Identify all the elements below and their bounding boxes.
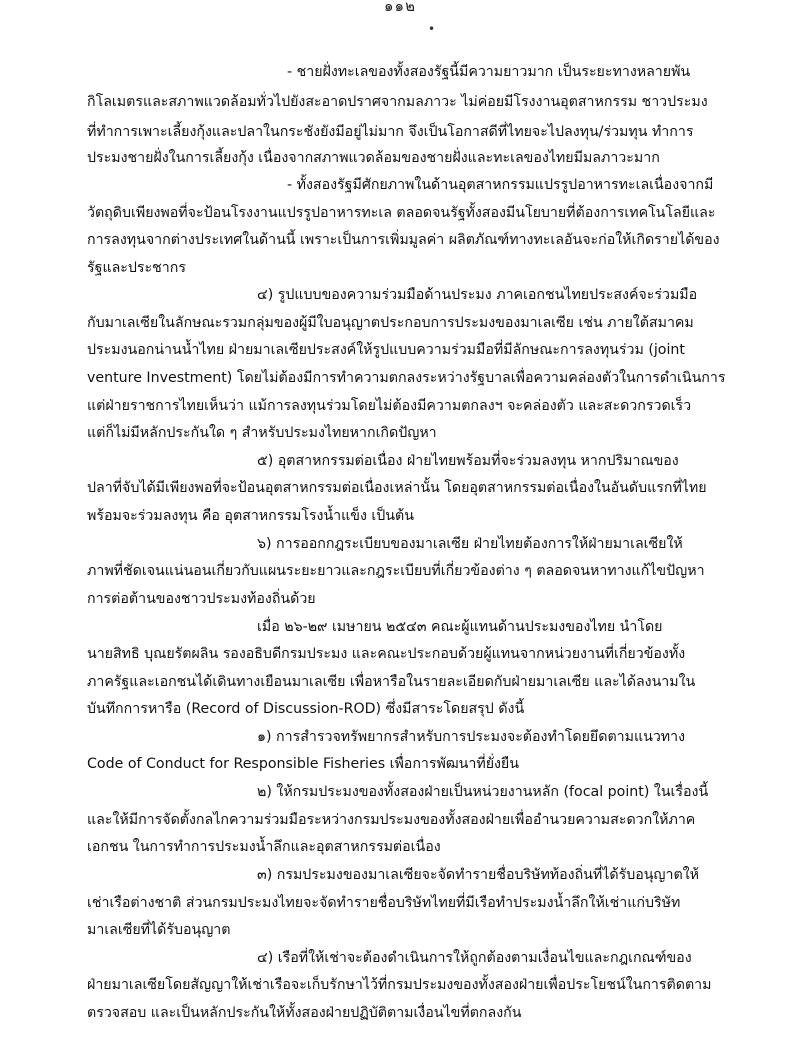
text-line: มาเลเซียที่ได้รับอนุญาต xyxy=(87,922,231,938)
text-line: บันทึกการหารือ (Record of Discussion-ROD) ซึ่งมีสาระโดยสรุป ดังนี้ xyxy=(87,701,525,717)
text-line: เอกชน ในการทำการประมงน้ำลึกและอุตสาหกรรมต่อเนื่อง xyxy=(87,839,441,855)
text-line: แต่ฝ่ายราชการไทยเห็นว่า แม้การลงทุนร่วมโดยไม่ต้องมีความตกลงฯ จะคล่องตัว และสะดวกรวดเร็ว xyxy=(87,398,692,414)
dot-mark: • xyxy=(428,22,436,36)
text-line: เมื่อ ๒๖-๒๙ เมษายน ๒๕๔๓ คณะผู้แทนด้านประมงของไทย นำโดย xyxy=(257,619,663,635)
text-line: แต่ก็ไม่มีหลักประกันใด ๆ สำหรับประมงไทยหากเกิดปัญหา xyxy=(87,425,437,441)
text-line: ๓) กรมประมงของมาเลเซียจะจัดทำรายชื่อบริษัทท้องถิ่นที่ได้รับอนุญาตให้ xyxy=(257,867,699,883)
text-line: กับมาเลเซียในลักษณะรวมกลุ่มของผู้มีใบอนุญาตประกอบการประมงของมาเลเซีย เช่น ภายใต้สมาคม xyxy=(87,315,694,331)
text-line: ประมงนอกน่านน้ำไทย ฝ่ายมาเลเซียประสงค์ให้รูปแบบความร่วมมือที่มีลักษณะการลงทุนร่วม (joint xyxy=(87,342,685,358)
text-line: กิโลเมตรและสภาพแวดล้อมทั่วไปยังสะอาดปราศจากมลภาวะ ไม่ค่อยมีโรงงานอุตสาหกรรม ชาวประมง xyxy=(87,94,708,110)
text-line: การลงทุนจากต่างประเทศในด้านนี้ เพราะเป็นการเพิ่มมูลค่า ผลิตภัณฑ์ทางทะเลอันจะก่อให้เกิดรายได้ของ xyxy=(87,232,720,248)
text-line: Code of Conduct for Responsible Fisheries เพื่อการพัฒนาที่ยั่งยืน xyxy=(87,756,519,772)
text-line: รัฐและประชากร xyxy=(87,260,186,276)
text-line: ภาพที่ชัดเจนแน่นอนเกี่ยวกับแผนระยะยาวและกฎระเบียบที่เกี่ยวข้องต่าง ๆ ตลอดจนหาทางแก้ไขปัญหา xyxy=(87,563,705,579)
text-line: ประมงชายฝั่งในการเลี้ยงกุ้ง เนื่องจากสภาพแวดล้อมของชายฝั่งและทะเลของไทยมีมลภาวะมาก xyxy=(87,150,660,166)
text-line: และให้มีการจัดตั้งกลไกความร่วมมือระหว่างกรมประมงของทั้งสองฝ่ายเพื่ออำนวยความสะดวกให้ภาค xyxy=(87,812,696,828)
text-line: venture Investment) โดยไม่ต้องมีการทำความตกลงระหว่างรัฐบาลเพื่อความคล่องตัวในการดำเนินการ xyxy=(87,370,726,386)
text-line: พร้อมจะร่วมลงทุน คือ อุตสาหกรรมโรงน้ำแข็ง เป็นต้น xyxy=(87,508,414,524)
text-line: - ชายฝั่งทะเลของทั้งสองรัฐนี้มีความยาวมาก เป็นระยะทางหลายพัน xyxy=(287,64,691,80)
text-line: ปลาที่จับได้มีเพียงพอที่จะป้อนอุตสาหกรรมต่อเนื่องเหล่านั้น โดยอุตสาหกรรมต่อเนื่องในอันดับแรกที่ไทย xyxy=(87,480,707,496)
text-line: ที่ทำการเพาะเลี้ยงกุ้งและปลาในกระชังยังมีอยู่ไม่มาก จึงเป็นโอกาสดีที่ไทยจะไปลงทุน/ร่วมทุน ทำการ xyxy=(87,124,694,140)
text-line: วัตถุดิบเพียงพอที่จะป้อนโรงงานแปรรูปอาหารทะเล ตลอดจนรัฐทั้งสองมีนโยบายที่ต้องการเทคโนโลยีและ xyxy=(87,205,716,221)
text-line: ๔) รูปแบบของความร่วมมือด้านประมง ภาคเอกชนไทยประสงค์จะร่วมมือ xyxy=(257,287,698,303)
text-line: ๑) การสำรวจทรัพยากรสำหรับการประมงจะต้องทำโดยยึดตามแนวทาง xyxy=(257,729,686,745)
text-line: ๖) การออกกฎระเบียบของมาเลเซีย ฝ่ายไทยต้องการให้ฝ่ายมาเลเซียให้ xyxy=(257,536,683,552)
text-line: ๔) เรือที่ให้เช่าจะต้องดำเนินการให้ถูกต้องตามเงื่อนไขและกฎเกณฑ์ของ xyxy=(257,950,692,966)
text-line: ๕) อุตสาหกรรมต่อเนื่อง ฝ่ายไทยพร้อมที่จะร่วมลงทุน หากปริมาณของ xyxy=(257,453,679,469)
text-line: ฝ่ายมาเลเซียโดยสัญญาให้เช่าเรือจะเก็บรักษาไว้ที่กรมประมงของทั้งสองฝ่ายเพื่อประโยชน์ในการติดตาม xyxy=(87,977,712,993)
page-number: ๑๑๒ xyxy=(384,0,416,15)
text-line: ภาครัฐและเอกชนได้เดินทางเยือนมาเลเซีย เพื่อหารือในรายละเอียดกับฝ่ายมาเลเซีย และได้ลงนามใน xyxy=(87,674,696,690)
text-line: ตรวจสอบ และเป็นหลักประกันให้ทั้งสองฝ่ายปฏิบัติตามเงื่อนไขที่ตกลงกัน xyxy=(87,1005,522,1021)
text-line: เช่าเรือต่างชาติ ส่วนกรมประมงไทยจะจัดทำรายชื่อบริษัทไทยที่มีเรือทำประมงน้ำลึกให้เช่าแก่บริษัท xyxy=(87,895,681,911)
text-line: การต่อต้านของชาวประมงท้องถิ่นด้วย xyxy=(87,591,316,607)
text-line: - ทั้งสองรัฐมีศักยภาพในด้านอุตสาหกรรมแปรรูปอาหารทะเลเนื่องจากมี xyxy=(287,177,714,193)
text-line: นายสิทธิ บุณยรัตผลิน รองอธิบดีกรมประมง และคณะประกอบด้วยผู้แทนจากหน่วยงานที่เกี่ยวข้องทั้ง xyxy=(87,646,686,662)
text-line: ๒) ให้กรมประมงของทั้งสองฝ่ายเป็นหน่วยงานหลัก (focal point) ในเรื่องนี้ xyxy=(257,784,709,800)
